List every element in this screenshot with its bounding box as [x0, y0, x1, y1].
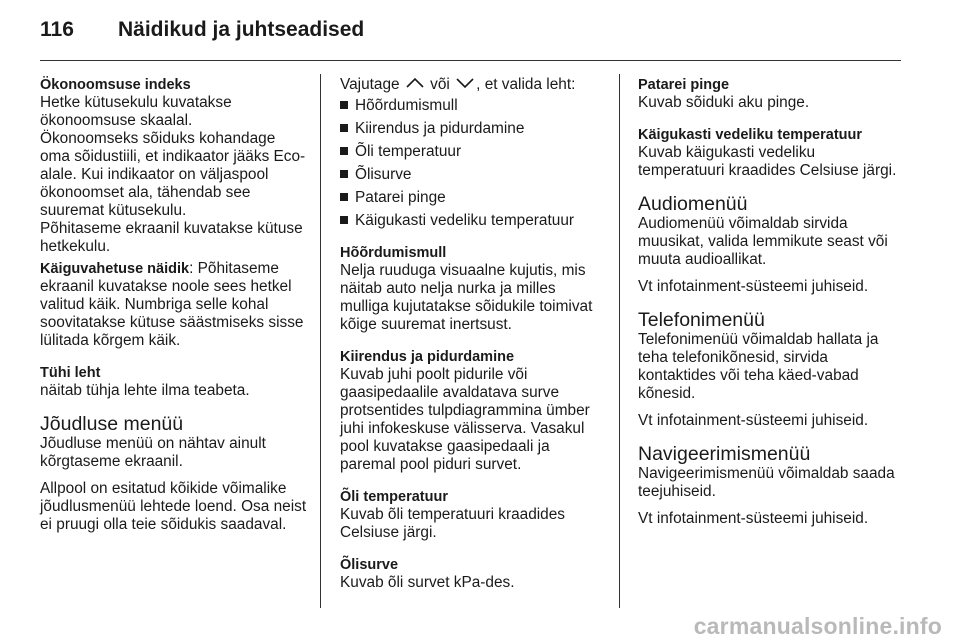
inline-label: Käiguvahetuse näidik: [40, 261, 190, 277]
page-number: 116: [40, 18, 74, 41]
square-bullet-icon: [340, 216, 348, 224]
inline-text: : Põhitaseme ekraanil kuvatakse noole sees hetkel valitud käik. Numbriga selle kohal soovitatakse kütuse säästmiseks sisse lülitada kõrgem käik.: [40, 260, 304, 349]
watermark: carmanualsonline.info: [693, 613, 942, 639]
inline-text: , et valida leht:: [476, 76, 576, 93]
square-bullet-icon: [340, 124, 348, 132]
header-rule: [40, 60, 901, 61]
list-item: Kiirendus ja pidurdamine: [340, 120, 606, 138]
column-divider: [619, 74, 620, 608]
column-1: [40, 76, 308, 534]
section-heading: Õlisurve: [340, 557, 399, 573]
paragraph: Vt infotainment-süsteemi juhiseid.: [638, 278, 869, 295]
inline-text: Vajutage: [340, 76, 404, 93]
chevron-down-icon: [454, 76, 476, 90]
section-title: Audiomenüü: [638, 193, 748, 215]
paragraph: Hetke kütusekulu kuvatakse ökonoomsuse skaalal.: [40, 94, 232, 129]
section-title: Navigeerimismenüü: [638, 443, 811, 465]
paragraph: [40, 260, 308, 350]
paragraph: Kuvab õli temperatuuri kraadides Celsiuse järgi.: [340, 506, 565, 541]
column-2: [340, 76, 606, 592]
square-bullet-icon: [340, 193, 348, 201]
paragraph: Allpool on esitatud kõikide võimalike jõudlusmenüü lehtede loend. Osa neist ei pruugi olla teie sõidukis saadaval.: [40, 480, 307, 533]
list-item: Õli temperatuur: [340, 143, 606, 161]
paragraph: Audiomenüü võimaldab sirvida muusikat, valida lemmikute seast või muuta audioallikat.: [638, 215, 888, 268]
section-title: Jõudluse menüü: [40, 413, 184, 435]
paragraph: Vt infotainment-süsteemi juhiseid.: [638, 412, 869, 429]
section-heading: Tühi leht: [40, 365, 101, 381]
page-title: Näidikud ja juhtseadised: [118, 18, 365, 41]
section-heading: Hõõrdumismull: [340, 245, 447, 261]
paragraph: Jõudluse menüü on nähtav ainult kõrgtaseme ekraanil.: [40, 435, 266, 470]
paragraph: Kuvab käigukasti vedeliku temperatuuri kraadides Celsiuse järgi.: [638, 144, 897, 179]
chevron-up-icon: [404, 76, 426, 90]
page-header: [40, 18, 920, 58]
section-heading: Õli temperatuur: [340, 489, 448, 505]
list-item: Hõõrdumismull: [340, 97, 606, 115]
paragraph: [340, 76, 606, 94]
square-bullet-icon: [340, 101, 348, 109]
section-heading: Ökonoomsuse indeks: [40, 77, 191, 93]
paragraph: Ökonoomseks sõiduks kohandage oma sõidustiili, et indikaator jääks Eco-alale. Kui indikaator on väljaspool ökonoomset ala, tähendab see suuremat kütusekulu.: [40, 130, 306, 219]
column-3: [638, 76, 904, 528]
paragraph: Kuvab õli survet kPa-des.: [340, 574, 515, 591]
section-heading: Patarei pinge: [638, 77, 730, 93]
square-bullet-icon: [340, 147, 348, 155]
square-bullet-icon: [340, 170, 348, 178]
paragraph: Navigeerimismenüü võimaldab saada teejuhiseid.: [638, 465, 895, 500]
paragraph: näitab tühja lehte ilma teabeta.: [40, 382, 250, 399]
list-item: Õlisurve: [340, 166, 606, 184]
section-heading: Kiirendus ja pidurdamine: [340, 349, 515, 365]
paragraph: Telefonimenüü võimaldab hallata ja teha telefonikõnesid, sirvida kontaktides või teha käed-vabad kõnesid.: [638, 331, 879, 402]
column-divider: [320, 74, 321, 608]
section-heading: Käigukasti vedeliku temperatuur: [638, 127, 863, 143]
page-list: [340, 97, 606, 230]
inline-text: või: [425, 76, 455, 93]
list-item: Patarei pinge: [340, 189, 606, 207]
paragraph: Kuvab sõiduki aku pinge.: [638, 94, 810, 111]
section-title: Telefonimenüü: [638, 309, 765, 331]
paragraph: Vt infotainment-süsteemi juhiseid.: [638, 510, 869, 527]
paragraph: Põhitaseme ekraanil kuvatakse kütuse hetkekulu.: [40, 220, 303, 255]
list-item: Käigukasti vedeliku temperatuur: [340, 212, 606, 230]
paragraph: Nelja ruuduga visuaalne kujutis, mis näitab auto nelja nurka ja milles mulliga kujutatakse sõidukile toimivat kõige suuremat inertsust.: [340, 262, 593, 333]
paragraph: Kuvab juhi poolt pidurile või gaasipedaalile avaldatava surve protsentides tulpdiagrammina ümber juhi infokeskuse välisserva. Vasakul pool kuvatakse gaasipedaali ja paremal pool piduri survet.: [340, 366, 590, 473]
